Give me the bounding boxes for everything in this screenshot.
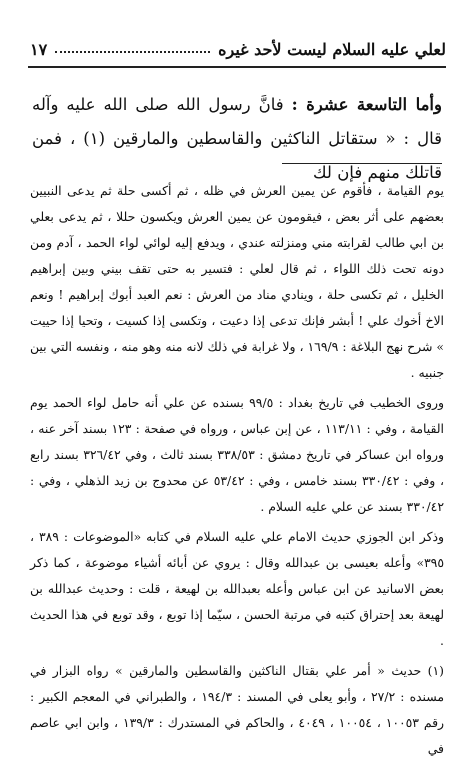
header-rule xyxy=(28,66,446,68)
header-dotted-leader xyxy=(55,51,210,53)
main-paragraph xyxy=(32,88,442,190)
section-heading: وأما التاسعة عشرة : xyxy=(291,95,442,114)
footnote-paragraph-1: يوم القيامة ، فأقوم عن يمين العرش في ظله ، ثم أكسى حلة ثم يدعى النبيين بعضهم على أثر بعض ، فيقومون عن يمين العرش ويكسون حللا ، ثم يدعى بعلي بن ابي طالب لقرابته مني ومنزلته عندي ، ويدفع إليه لوائي لواء الحمد ، آدم ومن دونه تحت ذلك اللواء ، ثم قال لعلي : فتسير به حتى تقف بيني وبين إبراهيم الخليل ، ثم تكسى حلة ، وينادي مناد من العرش : نعم العبد أبوك إبراهيم ! ونعم الاخ أخوك علي ! أبشر فإنك تدعى إذا دعيت ، وتكسى إذا كسيت ، وتحيا إذا حييت » شرح نهج البلاغة : ١٦٩/٩ ، ولا غرابة في ذلك لانه منه وهو منه ، ونفسه التي بين جنبيه . xyxy=(30,183,444,380)
running-title: لعلي عليه السلام ليست لأحد غيره xyxy=(218,39,446,59)
footnote-paragraph-2: وروى الخطيب في تاريخ بغداد : ٩٩/٥ بسنده عن علي أنه حامل لواء الحمد يوم القيامة ، وفي : ١١٣/١١ ، عن إبن عباس ، ورواه في صفحة : ١٢٣ بسند آخر عنه ، ورواه ابن عساكر في تاريخ دمشق : ٣٣٨/٥٣ بسند ثالث ، وفي ٣٢٦/٤٢ بسند رابع ، وفي : ٣٣٠/٤٢ بسند خامس ، وفي : ٥٣/٤٢ عن محدوج بن زيد الذهلي ، وفي : ٣٣٠/٤٢ بسند عن علي عليه السلام . xyxy=(30,395,445,514)
footnote-paragraph-4: (١) حديث « أمر علي بقتال الناكثين والقاسطين والمارقين » رواه البزار في مسنده : ٢٧/٢ ، وأبو يعلى في المسند : ١٩٤/٣ ، والطبراني في المعجم الكبير : رقم ١٠٠٥٣ ، ١٠٠٥٤ ، ٤٠٤٩ ، والحاكم في المستدرك : ١٣٩/٣ ، وابن ابي عاصم في xyxy=(30,663,444,756)
main-text: فانَّ رسول الله صلى الله عليه وآله قال : « ستقاتل الناكثين والقاسطين والمارقين (١) ، فمن قاتلك منهم فإن لك xyxy=(32,95,442,182)
page-number: ١٧ xyxy=(30,39,48,59)
footnote-paragraph-3: وذكر ابن الجوزي حديث الامام علي عليه السلام في كتابه «الموضوعات : ٣٨٩ ، ٣٩٥» وأعله بعيسى بن عبدالله وقال : يروي عن أبائه أشياء موضوعة ، كما ذكر بعض الاسانيد عن ابن عباس وأعله بعبدالله بن لهيعة ، قلت : وحديث عبدالله بن لهيعة بعد إحتراق كتبه في مرتبة الحسن ، سيّما إذا توبع ، وقد توبع في هذا الحديث . xyxy=(30,529,444,648)
footnote-divider xyxy=(282,163,442,164)
footnotes xyxy=(30,178,444,762)
page-header xyxy=(30,36,446,62)
